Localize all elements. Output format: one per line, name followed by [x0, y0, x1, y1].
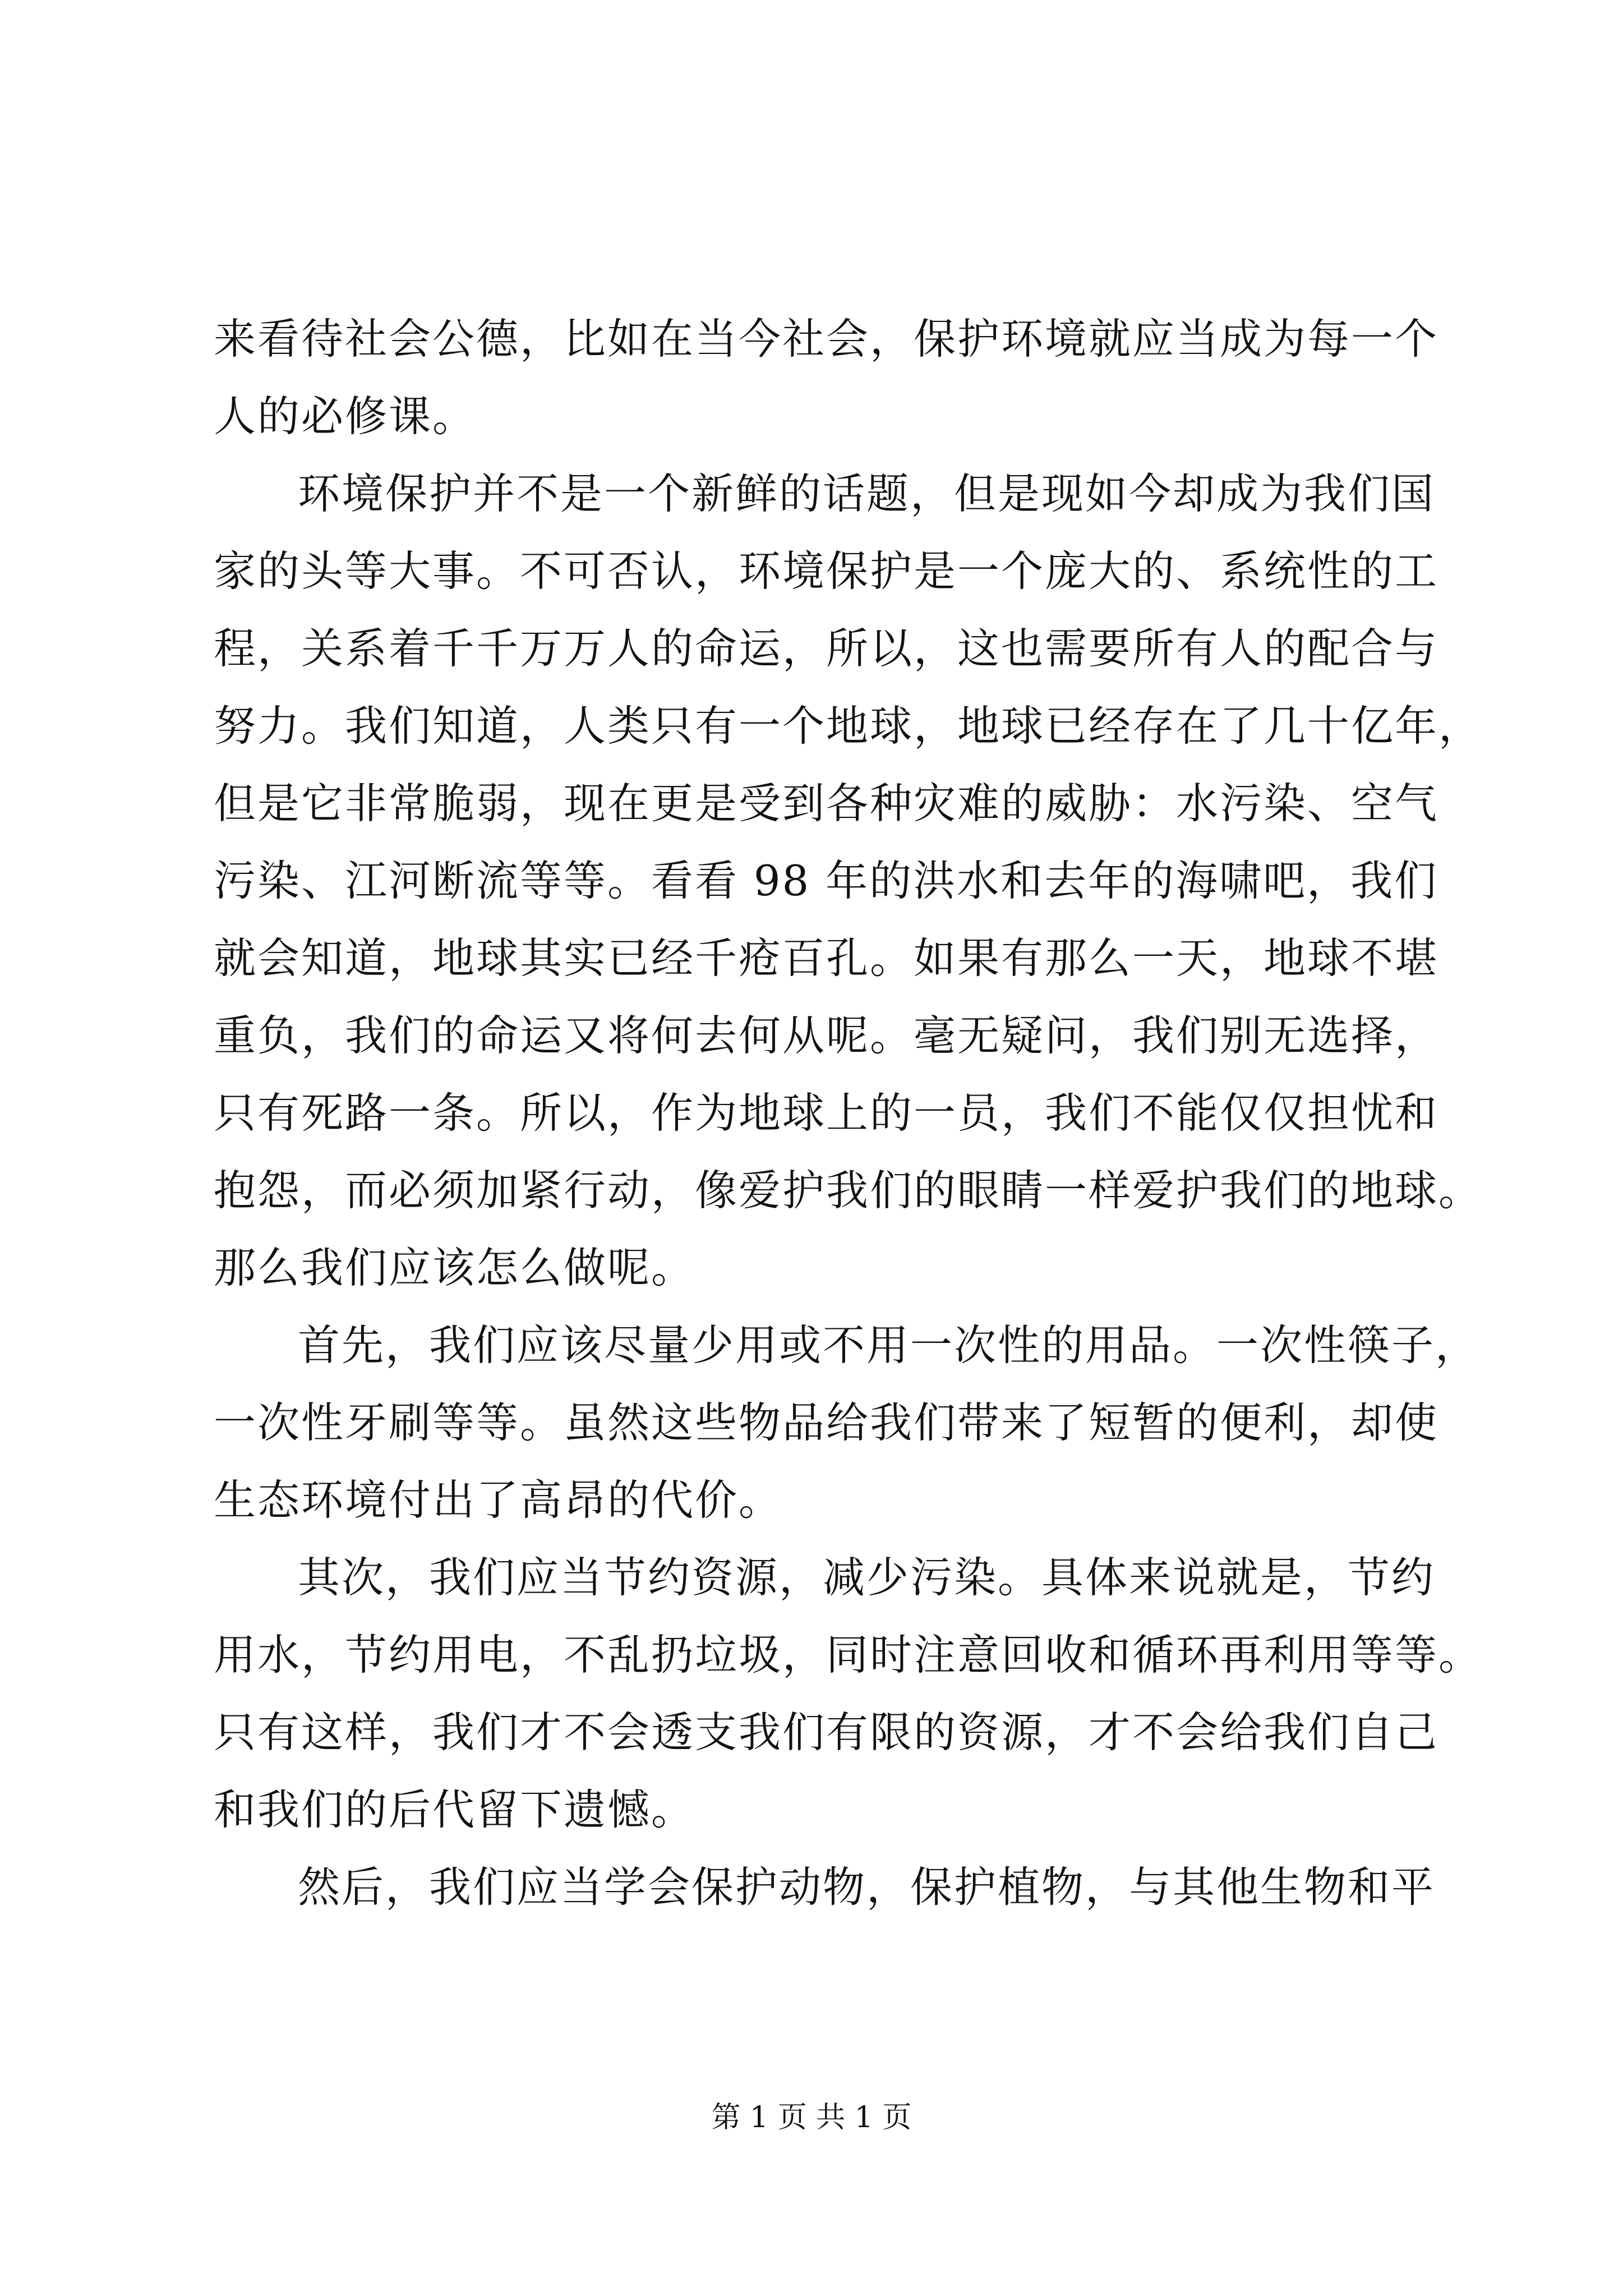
text-line: 程，关系着千千万万人的命运，所以，这也需要所有人的配合与	[214, 624, 1439, 673]
paragraph-start-line: 环境保护并不是一个新鲜的话题，但是现如今却成为我们国	[298, 469, 1436, 518]
text-line: 但是它非常脆弱，现在更是受到各种灾难的威胁：水污染、空气	[214, 779, 1439, 828]
text-line: 那么我们应该怎么做呢。	[214, 1243, 695, 1292]
text-line: 只有死路一条。所以，作为地球上的一员，我们不能仅仅担忧和	[214, 1088, 1439, 1138]
text-line: 只有这样，我们才不会透支我们有限的资源，才不会给我们自己	[214, 1708, 1439, 1757]
text-line: 重负，我们的命运又将何去何从呢。毫无疑问，我们别无选择，	[214, 1011, 1439, 1060]
text-line: 用水，节约用电，不乱扔垃圾，同时注意回收和循环再利用等等。	[214, 1630, 1483, 1680]
text-line: 努力。我们知道，人类只有一个地球，地球已经存在了几十亿年，	[214, 701, 1483, 751]
paragraph-start-line: 然后，我们应当学会保护动物，保护植物，与其他生物和平	[298, 1862, 1436, 1912]
text-line: 一次性牙刷等等。虽然这些物品给我们带来了短暂的便利，却使	[214, 1398, 1439, 1447]
text-line: 来看待社会公德，比如在当今社会，保护环境就应当成为每一个	[214, 314, 1439, 364]
text-line: 人的必修课。	[214, 392, 477, 441]
document-body	[214, 300, 1483, 1926]
text-line: 就会知道，地球其实已经千疮百孔。如果有那么一天，地球不堪	[214, 933, 1439, 983]
text-line: 和我们的后代留下遗憾。	[214, 1785, 695, 1834]
text-line: 生态环境付出了高昂的代价。	[214, 1475, 783, 1525]
text-line: 污染、江河断流等等。看看 98 年的洪水和去年的海啸吧，我们	[214, 856, 1438, 905]
text-line: 家的头等大事。不可否认，环境保护是一个庞大的、系统性的工	[214, 546, 1439, 596]
text-line: 抱怨，而必须加紧行动，像爱护我们的眼睛一样爱护我们的地球。	[214, 1166, 1483, 1215]
paragraph-start-line: 其次，我们应当节约资源，减少污染。具体来说就是，节约	[298, 1553, 1436, 1602]
page-number-label: 第 1 页 共 1 页	[711, 2101, 912, 2134]
page-footer	[0, 2098, 1623, 2137]
paragraph-start-line: 首先，我们应该尽量少用或不用一次性的用品。一次性筷子，	[298, 1320, 1479, 1370]
